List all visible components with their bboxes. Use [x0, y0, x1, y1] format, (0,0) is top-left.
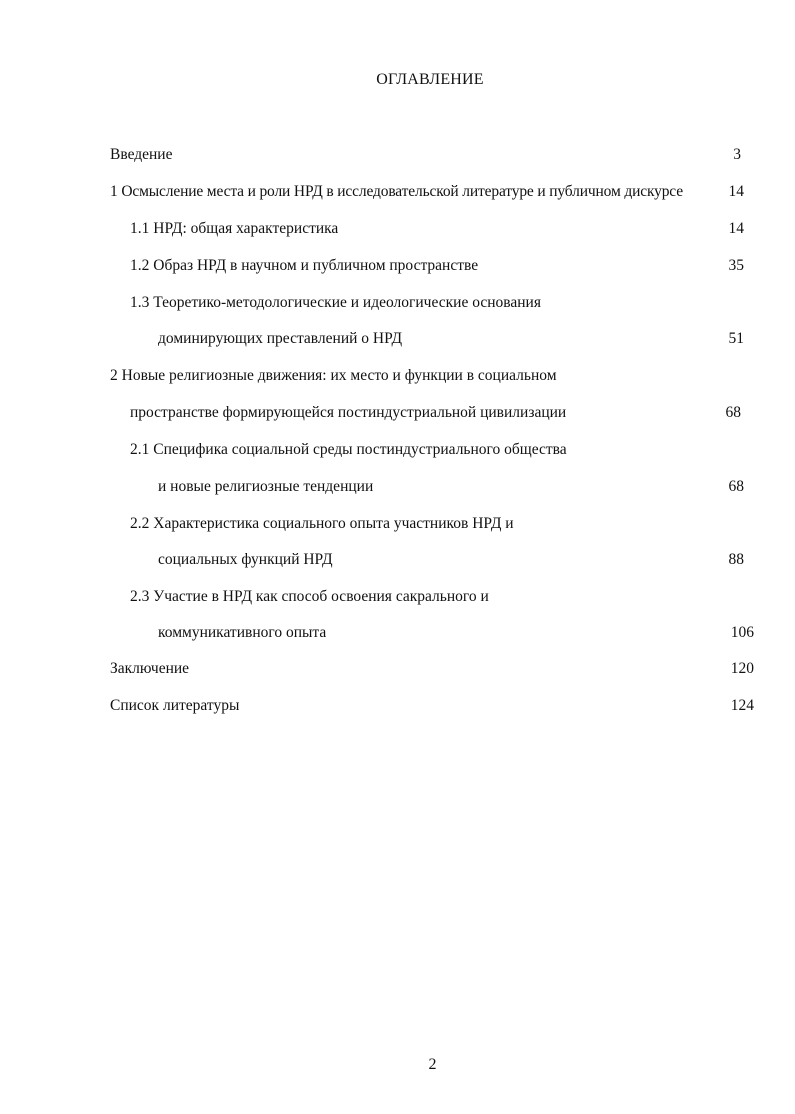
toc-entry-text: 1.1 НРД: общая характеристика: [130, 220, 339, 237]
toc-entry-chapter-1[interactable]: [0, 180, 795, 204]
toc-entry-page: 14: [728, 183, 744, 200]
toc-entry-page: 14: [728, 220, 744, 237]
toc-entry-text: 1 Осмысление места и роли НРД в исследовательской литературе и публичном дискурсе: [110, 183, 683, 200]
toc-entry-page: 3: [733, 146, 741, 163]
toc-entry-page: 120: [730, 660, 754, 677]
toc-entry-page: 68: [728, 478, 744, 495]
toc-entry-text: 1.2 Образ НРД в научном и публичном пространстве: [130, 257, 479, 274]
toc-entry-section-1-3[interactable]: [0, 291, 795, 315]
toc-entry-section-1-2[interactable]: [0, 254, 795, 278]
toc-entry-page: 68: [725, 404, 741, 421]
toc-entry-section-2-3-cont[interactable]: [0, 621, 795, 645]
toc-entry-section-2-2-cont[interactable]: [0, 548, 795, 572]
toc-entry-text: 2.2 Характеристика социального опыта участников НРД и: [130, 515, 514, 532]
toc-entry-chapter-2-cont[interactable]: [0, 401, 795, 425]
toc-entry-introduction[interactable]: [0, 143, 795, 167]
toc-entry-page: 35: [728, 257, 744, 274]
toc-entry-text: доминирующих преставлений о НРД: [158, 330, 403, 347]
toc-entry-text: Введение: [110, 146, 173, 163]
toc-entry-text: 1.3 Теоретико-методологические и идеологические основания: [130, 294, 541, 311]
toc-entry-section-2-2[interactable]: [0, 512, 795, 536]
toc-entry-section-2-3[interactable]: [0, 585, 795, 609]
toc-entry-page: 51: [728, 330, 744, 347]
toc-entry-section-2-1[interactable]: [0, 438, 795, 462]
page-number: 2: [428, 1056, 437, 1073]
page-title: ОГЛАВЛЕНИЕ: [376, 71, 484, 88]
toc-entry-text: Заключение: [110, 660, 190, 677]
toc-entry-text: социальных функций НРД: [158, 551, 333, 568]
toc-entry-conclusion[interactable]: [0, 657, 795, 681]
toc-entry-text: Список литературы: [110, 697, 240, 714]
toc-entry-page: 124: [730, 697, 754, 714]
toc-entry-text: коммуникативного опыта: [158, 624, 327, 641]
toc-entry-text: 2 Новые религиозные движения: их место и функции в социальном: [110, 367, 557, 384]
toc-entry-chapter-2[interactable]: [0, 364, 795, 388]
toc-entry-page: 106: [730, 624, 754, 641]
toc-entry-text: и новые религиозные тенденции: [158, 478, 374, 495]
toc-entry-section-1-3-cont[interactable]: [0, 327, 795, 351]
toc-entry-text: пространстве формирующейся постиндустриальной цивилизации: [130, 404, 567, 421]
toc-entry-text: 2.3 Участие в НРД как способ освоения сакрального и: [130, 588, 489, 605]
toc-entry-section-1-1[interactable]: [0, 217, 795, 241]
toc-entry-text: 2.1 Специфика социальной среды постиндустриального общества: [130, 441, 567, 458]
toc-entry-section-2-1-cont[interactable]: [0, 475, 795, 499]
toc-entry-page: 88: [728, 551, 744, 568]
toc-entry-bibliography[interactable]: [0, 694, 795, 718]
